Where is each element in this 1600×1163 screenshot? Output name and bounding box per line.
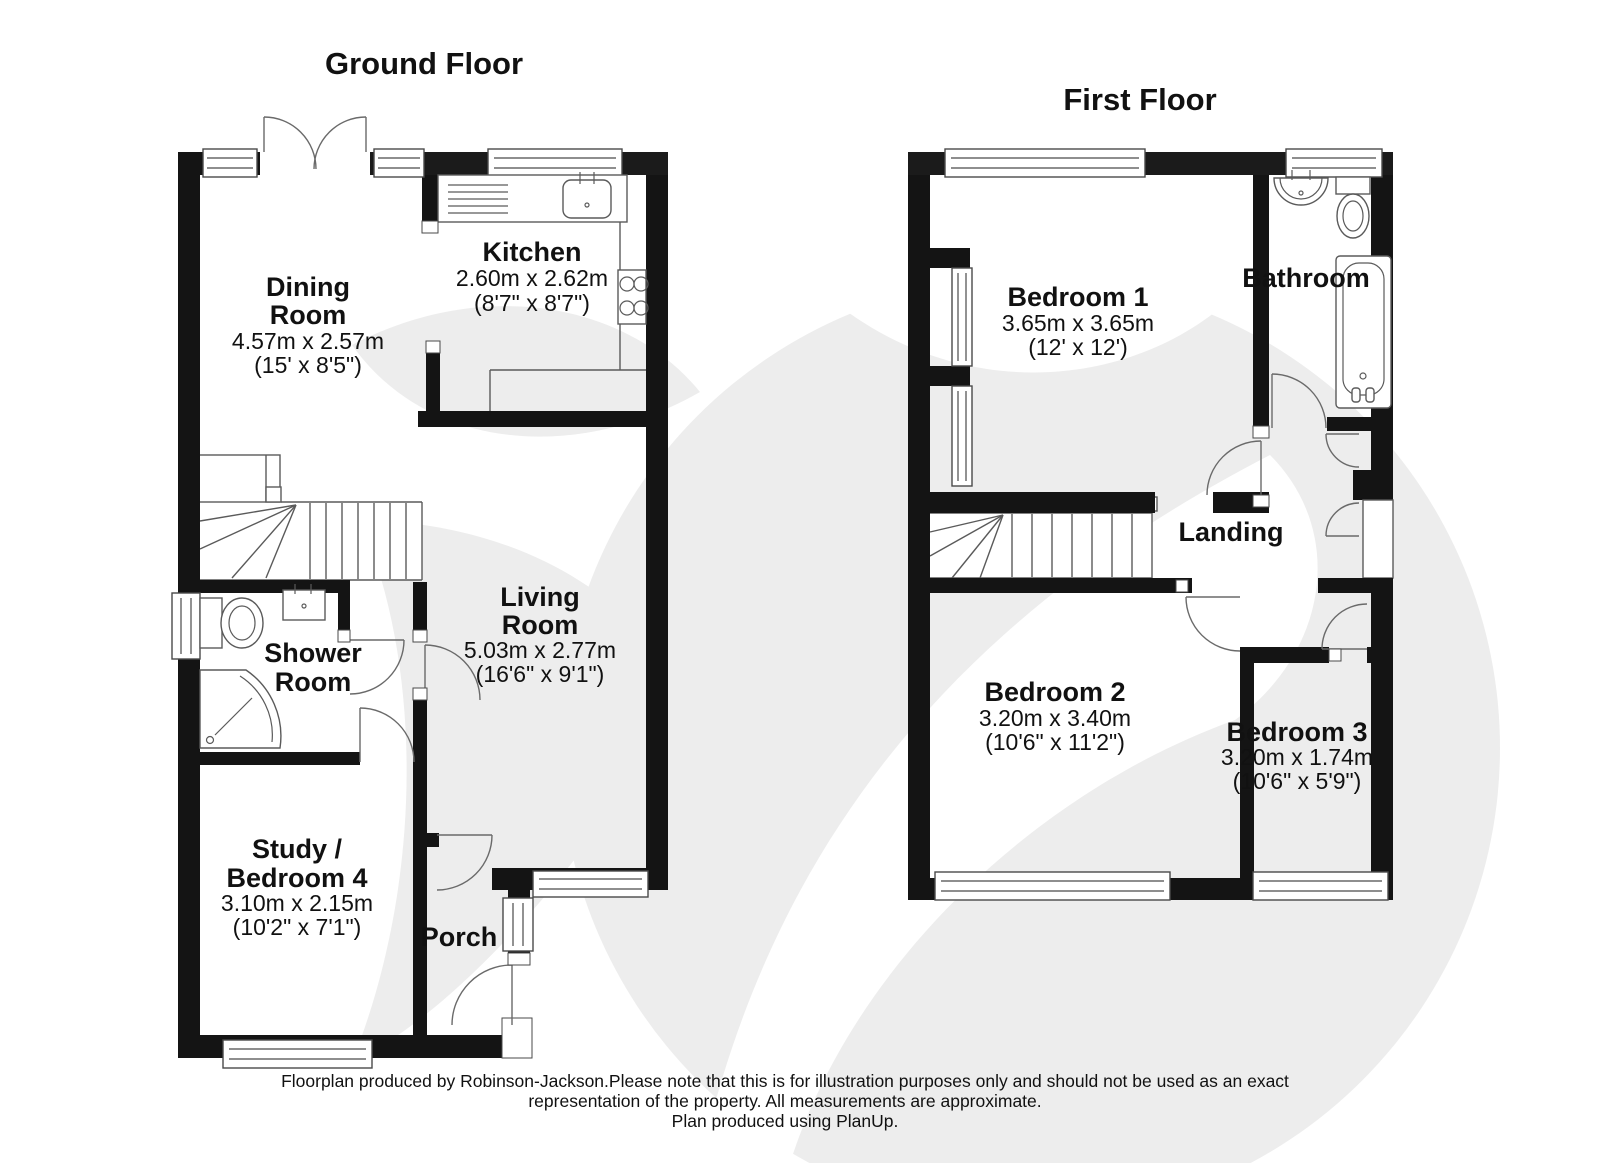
room-name: Shower bbox=[264, 638, 362, 668]
bathroom-toilet bbox=[1336, 177, 1370, 238]
window bbox=[952, 268, 972, 366]
room-dim-metric: 3.20m x 3.40m bbox=[978, 705, 1132, 731]
room-name: Room bbox=[501, 610, 579, 640]
window bbox=[203, 149, 257, 177]
room-name: Room bbox=[269, 300, 347, 330]
window bbox=[503, 898, 533, 951]
room-name: Porch bbox=[420, 922, 498, 952]
room-dim-imperial: (12' x 12') bbox=[1028, 334, 1128, 360]
room-name: Bedroom 4 bbox=[226, 863, 368, 893]
room-dim-metric: 2.60m x 2.62m bbox=[455, 265, 609, 291]
footer-line-2: representation of the property. All measurements are approximate. bbox=[528, 1091, 1042, 1111]
bathroom-label bbox=[1242, 263, 1370, 293]
room-dim-metric: 3.20m x 1.74m bbox=[1220, 744, 1374, 770]
room-dim-metric: 3.65m x 3.65m bbox=[1001, 310, 1155, 336]
window bbox=[935, 872, 1170, 900]
kitchen-label bbox=[456, 237, 608, 316]
dining-room-label bbox=[232, 272, 384, 378]
window bbox=[1286, 149, 1382, 177]
first-floor-title: First Floor bbox=[1063, 82, 1217, 117]
room-dim-imperial: (16'6" x 9'1") bbox=[475, 661, 605, 687]
room-name: Landing bbox=[1178, 517, 1284, 547]
room-dim-metric: 5.03m x 2.77m bbox=[463, 637, 617, 663]
footer-line-1: Floorplan produced by Robinson-Jackson.Please note that this is for illustration purposes only and should not be used as an exact bbox=[281, 1071, 1289, 1091]
landing-label bbox=[1179, 517, 1284, 547]
window bbox=[488, 149, 622, 177]
window bbox=[374, 149, 424, 177]
bedroom3-label bbox=[1221, 717, 1373, 794]
window bbox=[952, 386, 972, 486]
ground-floor-title: Ground Floor bbox=[324, 46, 524, 81]
room-name: Room bbox=[274, 667, 352, 697]
room-name: Living bbox=[500, 582, 580, 612]
window bbox=[223, 1040, 372, 1068]
window bbox=[1253, 872, 1388, 900]
room-name: Bedroom 3 bbox=[1226, 717, 1368, 747]
french-doors bbox=[264, 117, 366, 169]
hob bbox=[618, 270, 648, 324]
shower-room-label bbox=[264, 638, 362, 697]
window bbox=[945, 149, 1145, 177]
bedroom2-label bbox=[979, 677, 1131, 755]
room-name: Bedroom 2 bbox=[984, 677, 1126, 707]
ground-floor-stairs bbox=[198, 455, 422, 580]
room-dim-metric: 4.57m x 2.57m bbox=[231, 328, 385, 354]
room-name: Bedroom 1 bbox=[1007, 282, 1149, 312]
room-dim-imperial: (8'7" x 8'7") bbox=[474, 290, 590, 316]
window bbox=[172, 593, 200, 659]
room-dim-metric: 3.10m x 2.15m bbox=[220, 890, 374, 916]
shower-tray bbox=[200, 670, 281, 748]
room-name: Dining bbox=[266, 272, 350, 302]
room-dim-imperial: (10'6" x 5'9") bbox=[1232, 768, 1362, 794]
toilet bbox=[200, 598, 263, 648]
room-dim-imperial: (10'2" x 7'1") bbox=[232, 914, 362, 940]
room-name: Kitchen bbox=[482, 237, 582, 267]
room-name: Study / bbox=[251, 834, 343, 864]
footer-line-3: Plan produced using PlanUp. bbox=[671, 1111, 899, 1131]
study-bedroom4-label bbox=[221, 834, 373, 940]
window bbox=[533, 871, 648, 897]
room-dim-imperial: (15' x 8'5") bbox=[254, 352, 362, 378]
porch-label bbox=[421, 922, 498, 952]
room-name: Bathroom bbox=[1242, 263, 1370, 293]
room-dim-imperial: (10'6" x 11'2") bbox=[985, 729, 1125, 755]
shower-sink bbox=[283, 584, 325, 620]
